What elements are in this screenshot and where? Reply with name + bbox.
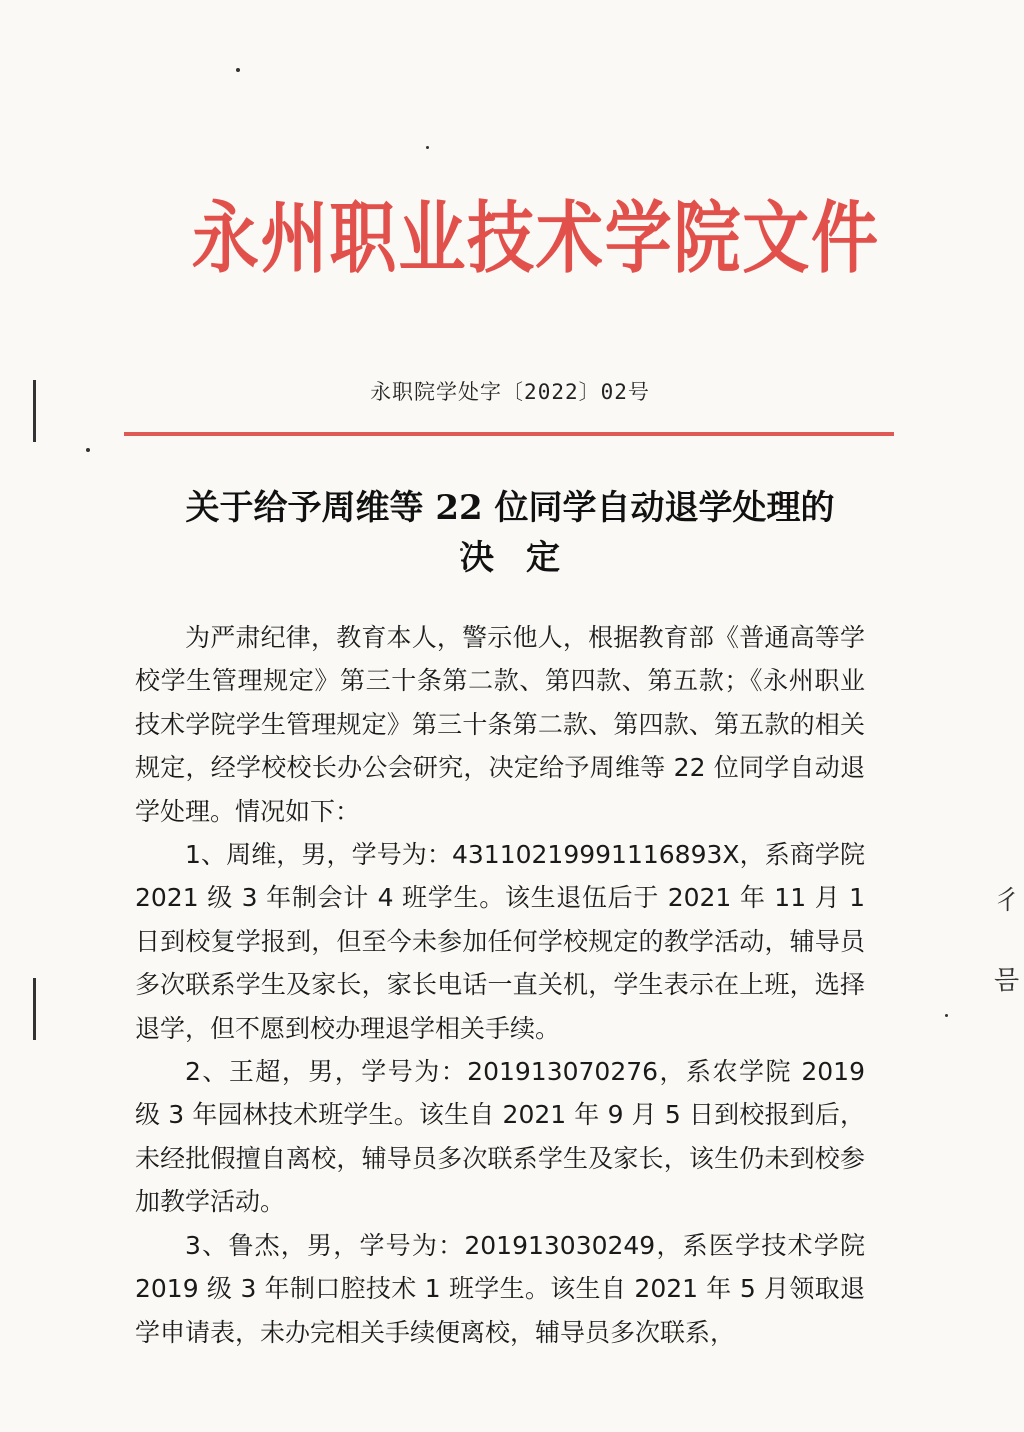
scan-dot [86, 448, 90, 452]
scan-dot [945, 1014, 948, 1017]
body-paragraph-item-1: 1、周维，男，学号为：43110219991116893X，系商学院 2021 级 3 年制会计 4 班学生。该生退伍后于 2021 年 11 月 1 日到校复学报到，但至今未参加任何学校规定的教学活动，辅导员多次联系学生及家长，家长电话一直关机，学生表示在上班，选择退学，但不愿到校办理退学相关手续。 [135, 840, 865, 1043]
body-paragraph-item-3: 3、鲁杰，男，学号为：201913030249，系医学技术学院 2019 级 3 年制口腔技术 1 班学生。该生自 2021 年 5 月领取退学申请表，未办完相关手续便离校，辅导员多次联系， [135, 1230, 865, 1347]
scan-tick [33, 978, 36, 1040]
body-paragraph-item-2: 2、王超，男，学号为：201913070276，系农学院 2019 级 3 年园林技术班学生。该生自 2021 年 9 月 5 日到校报到后，未经批假擅自离校，辅导员多次联系学生及家长，该生仍未到校参加教学活动。 [135, 1057, 865, 1217]
edge-glyph: 彳 [994, 886, 1021, 916]
document-body [135, 616, 865, 1354]
header-divider-rule [124, 432, 894, 436]
scan-dot [426, 146, 429, 149]
body-paragraph-intro: 为严肃纪律，教育本人，警示他人，根据教育部《普通高等学校学生管理规定》第三十条第二款、第四款、第五款；《永州职业技术学院学生管理规定》第三十条第二款、第四款、第五款的相关规定，经学校校长办公会研究，决定给予周维等 22 位同学自动退学处理。情况如下： [135, 623, 865, 826]
scan-tick [33, 380, 36, 442]
document-number: 永职院学处字〔2022〕02号 [370, 380, 650, 404]
subject-title-line2: 决定 [460, 538, 592, 578]
issuer-header-title: 永州职业技术学院文件 [191, 194, 880, 284]
subject-title-line1: 关于给予周维等 22 位同学自动退学处理的 [185, 488, 835, 528]
edge-glyph: 믐 [994, 966, 1020, 996]
scan-dot [236, 68, 240, 72]
